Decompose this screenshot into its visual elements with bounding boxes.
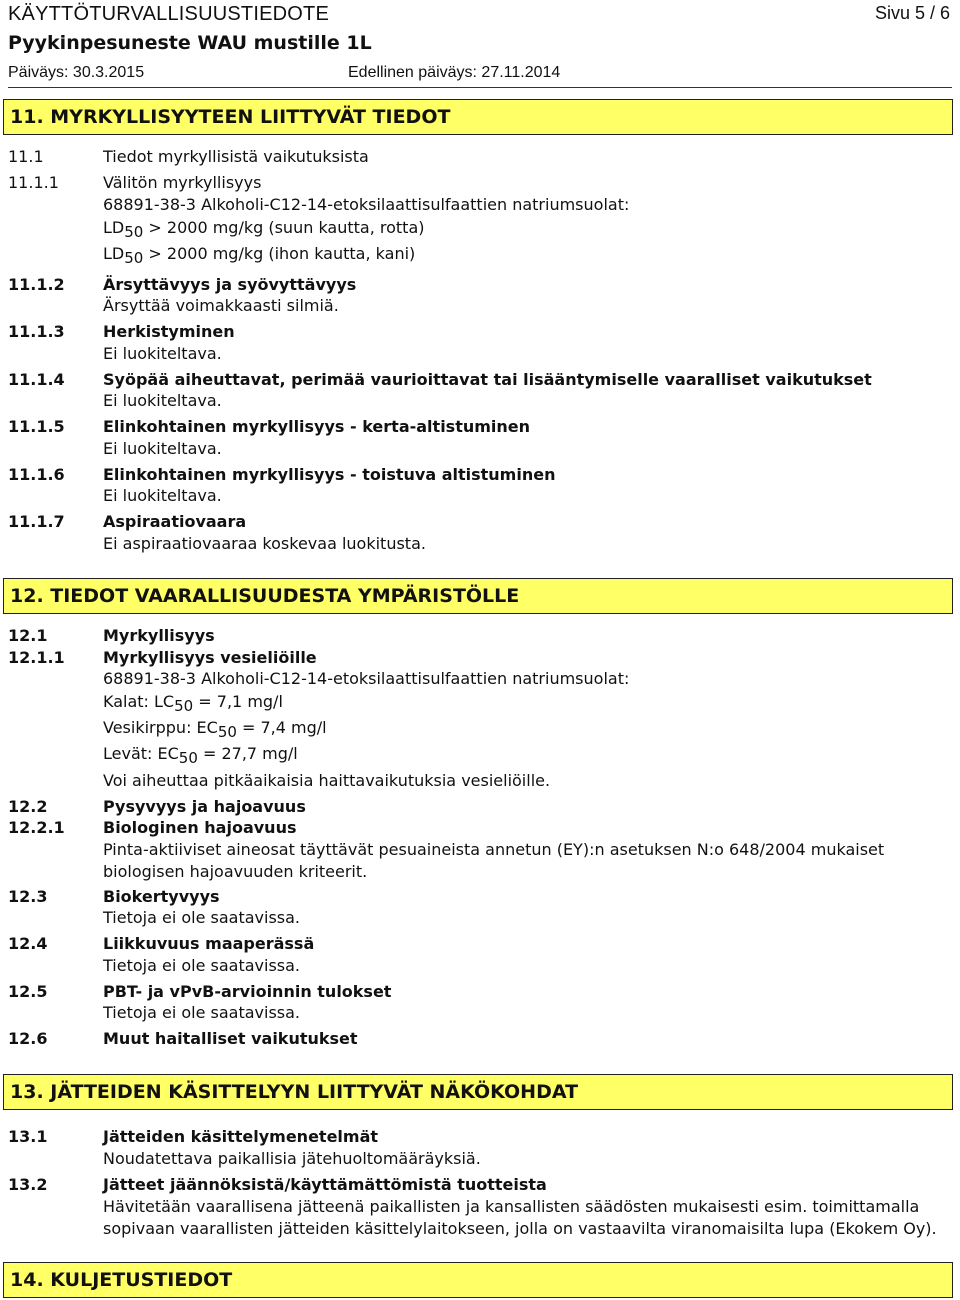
- item-desc: Ärsyttää voimakkaasti silmiä.: [103, 296, 339, 315]
- value-subscript: 50: [178, 749, 198, 767]
- item-number: 12.2.1: [8, 818, 65, 837]
- item-number: 11.1.4: [8, 370, 65, 389]
- ld50-dermal: [103, 243, 948, 265]
- item-number: 11.1.7: [8, 512, 65, 531]
- item-desc: Tietoja ei ole saatavissa.: [103, 1003, 301, 1022]
- document-title: KÄYTTÖTURVALLISUUSTIEDOTE: [8, 3, 329, 25]
- item-desc: Ei luokiteltava.: [103, 439, 222, 458]
- value-label: Levät: EC: [103, 744, 179, 763]
- ld-label: LD: [103, 218, 125, 237]
- item-number: 12.4: [8, 934, 48, 953]
- item-title: Liikkuvuus maaperässä: [103, 934, 315, 953]
- item-desc: Tietoja ei ole saatavissa.: [103, 908, 301, 927]
- item-title: Jätteiden käsittelymenetelmät: [103, 1127, 379, 1146]
- item-number: 12.5: [8, 982, 48, 1001]
- ld50-oral: [103, 217, 948, 239]
- item-number: 11.1.1: [8, 173, 59, 192]
- section-11-heading: 11. MYRKYLLISYYTEEN LIITTYVÄT TIEDOT: [3, 99, 953, 135]
- value-subscript: 50: [174, 697, 194, 715]
- item-title: Elinkohtainen myrkyllisyys - toistuva altistuminen: [103, 465, 556, 484]
- product-name: Pyykinpesuneste WAU mustille 1L: [8, 32, 372, 54]
- header-divider: [8, 87, 952, 88]
- item-number: 11.1.6: [8, 465, 65, 484]
- algae-toxicity: [103, 743, 948, 765]
- item-number: 13.1: [8, 1127, 48, 1146]
- page-number: Sivu 5 / 6: [874, 3, 950, 23]
- value-subscript: 50: [217, 723, 237, 741]
- item-number: 12.2: [8, 797, 48, 816]
- item-title: Myrkyllisyys: [103, 626, 215, 645]
- value: = 7,1 mg/l: [193, 692, 283, 711]
- previous-date: Edellinen päiväys: 27.11.2014: [348, 64, 561, 81]
- item-title: Tiedot myrkyllisistä vaikutuksista: [103, 147, 369, 166]
- item-desc: Pinta-aktiiviset aineosat täyttävät pesuaineista annetun (EY):n asetuksen N:o 648/2004 mukaiset biologisen hajoavuuden kriteerit.: [103, 840, 885, 881]
- ld-subscript: 50: [124, 223, 144, 241]
- ld-value: > 2000 mg/kg (ihon kautta, kani): [143, 244, 416, 263]
- item-desc: Ei aspiraatiovaaraa koskevaa luokitusta.: [103, 534, 426, 553]
- item-desc: Ei luokiteltava.: [103, 391, 222, 410]
- item-number: 12.1: [8, 626, 48, 645]
- item-number: 12.6: [8, 1029, 48, 1048]
- item-number: 12.1.1: [8, 648, 65, 667]
- item-title: Aspiraatiovaara: [103, 512, 247, 531]
- fish-toxicity: [103, 691, 948, 713]
- item-number: 13.2: [8, 1175, 48, 1194]
- item-number: 11.1.3: [8, 322, 65, 341]
- value: = 27,7 mg/l: [197, 744, 298, 763]
- value-label: Vesikirppu: EC: [103, 718, 218, 737]
- item-title: Jätteet jäännöksistä/käyttämättömistä tuotteista: [103, 1175, 547, 1194]
- item-desc: Hävitetään vaarallisena jätteenä paikallisten ja kansallisten säädösten mukaisesti esim. toimittamalla sopivaan vaarallisten jätteiden käsittelylaitokseen, jolla on vastaavilta viranomaisilta lupa (Ekokem Oy).: [103, 1197, 937, 1238]
- cas-line: 68891-38-3 Alkoholi-C12-14-etoksilaattisulfaattien natriumsuolat:: [103, 195, 630, 214]
- item-title: Herkistyminen: [103, 322, 235, 341]
- section-12-heading: 12. TIEDOT VAARALLISUUDESTA YMPÄRISTÖLLE: [3, 578, 953, 614]
- item-title: Ärsyttävyys ja syövyttävyys: [103, 275, 357, 294]
- item-title: PBT- ja vPvB-arvioinnin tulokset: [103, 982, 392, 1001]
- item-desc: Tietoja ei ole saatavissa.: [103, 956, 301, 975]
- item-title: Biologinen hajoavuus: [103, 818, 297, 837]
- section-14-heading: 14. KULJETUSTIEDOT: [3, 1262, 953, 1298]
- cas-line: 68891-38-3 Alkoholi-C12-14-etoksilaattisulfaattien natriumsuolat:: [103, 669, 630, 688]
- item-title: Biokertyvyys: [103, 887, 220, 906]
- item-title: Myrkyllisyys vesieliöille: [103, 648, 317, 667]
- item-title: Pysyvyys ja hajoavuus: [103, 797, 306, 816]
- item-title: Muut haitalliset vaikutukset: [103, 1029, 358, 1048]
- ld-value: > 2000 mg/kg (suun kautta, rotta): [143, 218, 425, 237]
- section-13-heading: 13. JÄTTEIDEN KÄSITTELYYN LIITTYVÄT NÄKÖKOHDAT: [3, 1074, 953, 1110]
- ld-label: LD: [103, 244, 125, 263]
- item-title: Syöpää aiheuttavat, perimää vaurioittavat tai lisääntymiselle vaaralliset vaikutukset: [103, 370, 872, 389]
- item-number: 11.1: [8, 147, 44, 166]
- item-number: 12.3: [8, 887, 48, 906]
- value-label: Kalat: LC: [103, 692, 175, 711]
- item-title: Välitön myrkyllisyys: [103, 173, 262, 192]
- item-desc: Ei luokiteltava.: [103, 486, 222, 505]
- item-title: Elinkohtainen myrkyllisyys - kerta-altistuminen: [103, 417, 531, 436]
- issue-date: Päiväys: 30.3.2015: [8, 64, 145, 81]
- item-number: 11.1.5: [8, 417, 65, 436]
- item-number: 11.1.2: [8, 275, 65, 294]
- item-desc: Noudatettava paikallisia jätehuoltomääräyksiä.: [103, 1149, 481, 1168]
- item-desc: Ei luokiteltava.: [103, 344, 222, 363]
- long-term-effects: Voi aiheuttaa pitkäaikaisia haittavaikutuksia vesieliöille.: [103, 771, 551, 790]
- daphnia-toxicity: [103, 717, 948, 739]
- value: = 7,4 mg/l: [236, 718, 327, 737]
- ld-subscript: 50: [124, 249, 144, 267]
